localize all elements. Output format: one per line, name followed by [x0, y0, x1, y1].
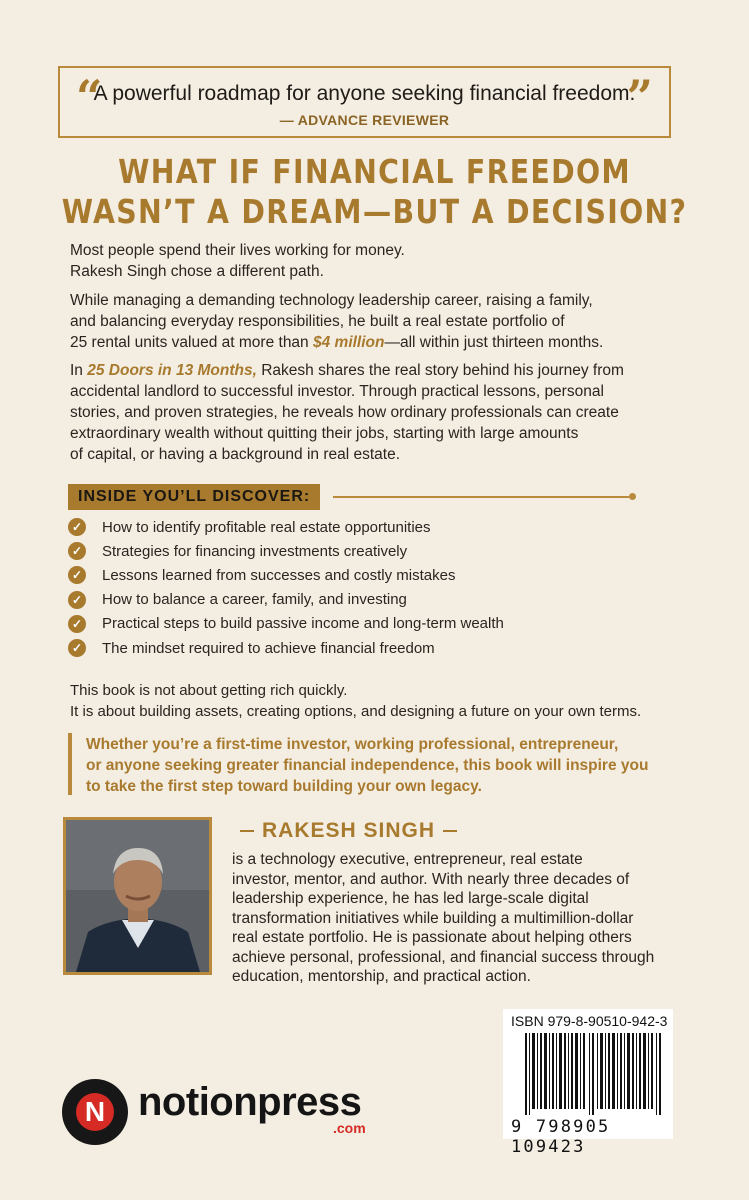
closing-paragraph: This book is not about getting rich quickly. It is about building assets, creating options, and designing a future on your own terms.: [70, 682, 642, 720]
list-item-label: How to balance a career, family, and investing: [102, 591, 407, 609]
open-quote-icon: “: [76, 70, 103, 124]
headline: WHAT IF FINANCIAL FREEDOM WASN’T A DREAM—BUT A DECISION?: [61, 152, 688, 231]
portfolio-value-highlight: $4 million: [312, 334, 385, 351]
check-icon: ✓: [68, 639, 86, 657]
name-dash-right: [443, 830, 457, 832]
publisher-name: notionpress: [138, 1080, 362, 1124]
list-item-label: Practical steps to build passive income and long-term wealth: [102, 615, 504, 633]
check-icon: ✓: [68, 591, 86, 609]
list-item: [68, 515, 504, 539]
description-prefix: In: [70, 362, 88, 379]
list-item: [68, 612, 504, 636]
publisher-logo: [62, 1079, 128, 1145]
discover-divider: [333, 496, 629, 498]
publisher-domain: .com: [333, 1120, 366, 1136]
book-title-highlight: 25 Doors in 13 Months,: [87, 362, 257, 379]
reviewer-quote-box: [58, 66, 671, 138]
publisher-logo-letter: N: [76, 1093, 114, 1131]
quote-attribution: — ADVANCE REVIEWER: [279, 112, 450, 128]
description-text: Rakesh shares the real story behind his journey from accidental landlord to successful investor. Through practical lessons, personal stories, and proven strategies, he reveals how ordinary professionals can create extraordinary wealth without quitting their jobs, starting with large amounts of capital, or having a background in real estate.: [70, 362, 624, 463]
intro-paragraph: Most people spend their lives working for money. Rakesh Singh chose a different path.: [70, 242, 405, 280]
list-item: [68, 588, 504, 612]
list-item: [68, 539, 504, 563]
check-icon: ✓: [68, 566, 86, 584]
list-item-label: How to identify profitable real estate opportunities: [102, 518, 431, 536]
close-quote-icon: ”: [626, 70, 653, 124]
check-icon: ✓: [68, 542, 86, 560]
divider-dot: [629, 493, 636, 500]
book-description-paragraph: [70, 360, 690, 465]
check-icon: ✓: [68, 518, 86, 536]
discover-list: [68, 515, 504, 660]
author-name: RAKESH SINGH: [262, 819, 436, 842]
callout-accent-bar: [68, 733, 72, 795]
author-photo: [63, 817, 212, 975]
isbn-barcode: [503, 1009, 673, 1157]
author-bio: is a technology executive, entrepreneur, real estate investor, mentor, and author. With nearly three decades of leadership experience, he has led large-scale digital transformation initiatives while building a multimillion-dollar real estate portfolio. He is passionate about helping others achieve personal, professional, and financial success through education, mentorship, and practical action.: [232, 851, 655, 985]
discover-heading: INSIDE YOU’LL DISCOVER:: [68, 484, 320, 510]
author-name-heading: [232, 819, 465, 843]
list-item-label: Lessons learned from successes and costly mistakes: [102, 566, 456, 584]
quote-text: A powerful roadmap for anyone seeking financial freedom.: [93, 82, 636, 105]
list-item-label: The mindset required to achieve financial freedom: [102, 639, 435, 657]
list-item: [68, 636, 504, 660]
author-portrait-icon: [66, 820, 209, 972]
check-icon: ✓: [68, 615, 86, 633]
portfolio-text-after: —all within just thirteen months.: [384, 334, 604, 351]
name-dash-left: [240, 830, 254, 832]
isbn-number: ISBN 979-8-90510-942-3: [511, 1013, 668, 1029]
list-item-label: Strategies for financing investments creatively: [102, 542, 408, 560]
list-item: [68, 563, 504, 587]
portfolio-text-before: While managing a demanding technology leadership career, raising a family, and balancing everyday responsibilities, he built a real estate portfolio of 25 rental units valued at more than: [70, 292, 593, 351]
barcode-icon: [525, 1033, 665, 1115]
barcode-digits: 9 798905 109423: [511, 1117, 611, 1157]
portfolio-paragraph: [70, 290, 690, 353]
callout-text: Whether you’re a first-time investor, working professional, entrepreneur, or anyone seeking greater financial independence, this book will inspire you to take the first step toward building your own legacy.: [86, 736, 649, 795]
